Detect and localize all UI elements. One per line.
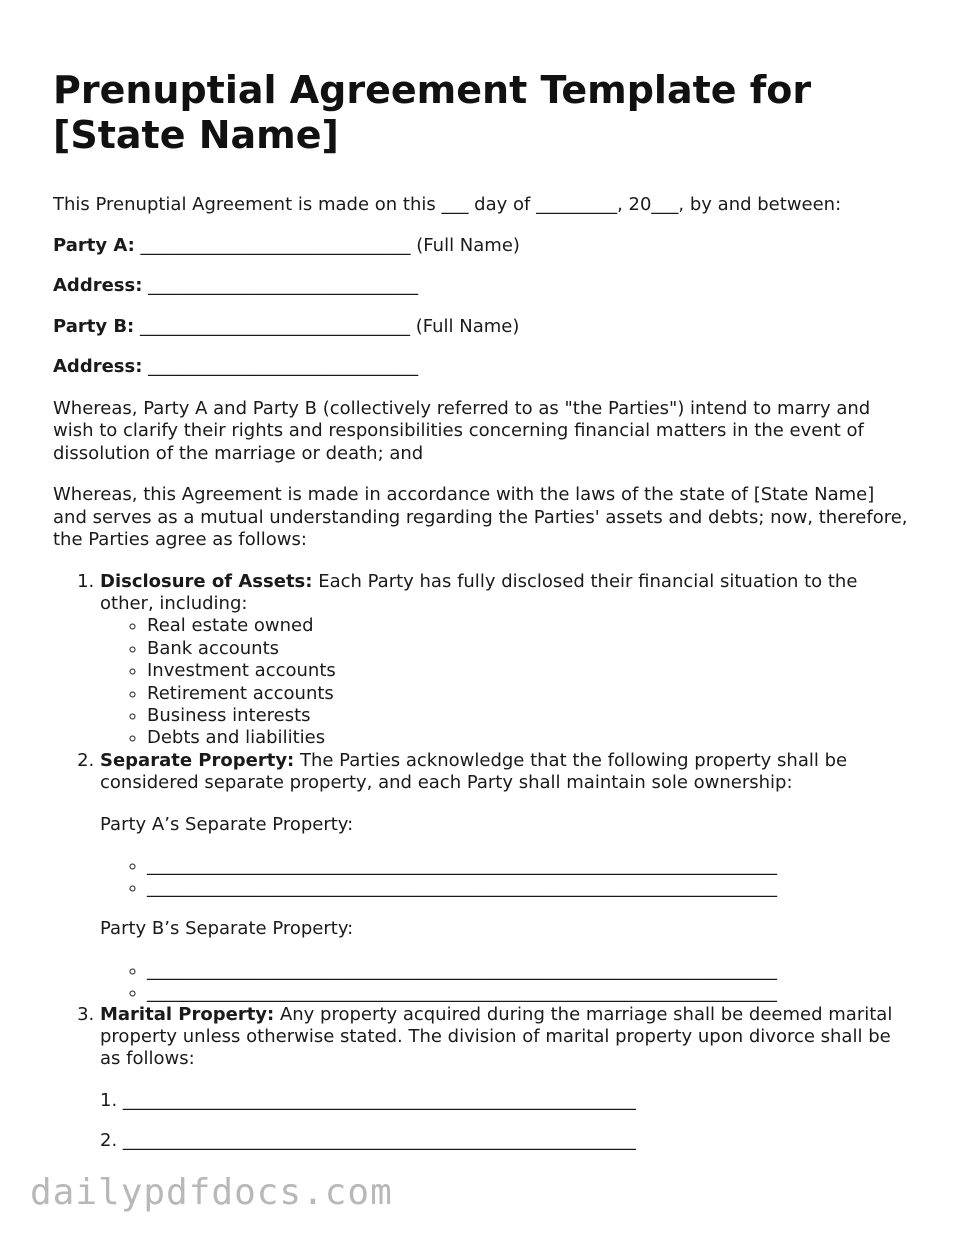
- list-item: ◦ Debts and liabilities: [147, 727, 913, 749]
- list-item: ◦ Bank accounts: [147, 638, 913, 660]
- party-b-address-blank: ______________________________: [148, 356, 419, 377]
- party-a-address-field: [53, 275, 913, 298]
- party-b-label: Party B:: [53, 315, 135, 337]
- party-b-address-label: Address:: [53, 356, 143, 377]
- list-item: ◦ Business interests: [147, 705, 913, 727]
- section-separate-property: [100, 750, 913, 1004]
- party-b-separate-label: Party B’s Separate Property:: [100, 918, 354, 940]
- section-heading: Disclosure of Assets:: [100, 570, 313, 592]
- document-page: [53, 68, 913, 1171]
- party-a-address-blank: ______________________________: [148, 275, 419, 296]
- blank-line: ◦ ______________________________________________________________________: [147, 855, 913, 877]
- blank-line: ◦ ______________________________________________________________________: [147, 982, 913, 1004]
- list-item: ◦ Investment accounts: [147, 660, 913, 682]
- watermark: dailypdfdocs.com: [30, 1172, 393, 1213]
- party-b-address-field: [53, 356, 913, 379]
- section-heading: Separate Property:: [100, 749, 295, 771]
- party-b-separate-list: [100, 960, 913, 1004]
- section-text: The Parties acknowledge that the following property shall be considered separate property, and each Party shall maintain sole ownership:: [100, 749, 848, 794]
- party-b-field: [53, 316, 913, 339]
- section-marital-property: [100, 1004, 913, 1153]
- whereas-paragraph-2: Whereas, this Agreement is made in accordance with the laws of the state of [State Name] and serves as a mutual understanding regarding the Parties' assets and debts; now, therefore, the Parties agree as follows:: [53, 484, 908, 550]
- document-title: Prenuptial Agreement Template for [State Name]: [53, 68, 812, 157]
- list-item: ◦ Real estate owned: [147, 615, 913, 637]
- agreement-sections: [53, 571, 913, 1153]
- intro-paragraph: This Prenuptial Agreement is made on this ___ day of _________, 20___, by and between:: [53, 194, 842, 215]
- party-a-separate-list: [100, 855, 913, 899]
- blank-line: ◦ ______________________________________________________________________: [147, 877, 913, 899]
- list-item: 2. _________________________________________________________: [100, 1130, 636, 1152]
- section-heading: Marital Property:: [100, 1003, 275, 1025]
- section-text: Each Party has fully disclosed their financial situation to the other, including:: [100, 570, 858, 614]
- whereas-paragraph-1: Whereas, Party A and Party B (collectively referred to as "the Parties") intend to marry and wish to clarify their rights and responsibilities concerning financial matters in the event of dissolution of the marriage or death; and: [53, 397, 871, 464]
- party-a-blank: ______________________________ (Full Name): [140, 234, 520, 256]
- party-a-field: [53, 235, 913, 258]
- party-a-label: Party A:: [53, 234, 135, 256]
- party-a-address-label: Address:: [53, 275, 143, 296]
- section-text: Any property acquired during the marriage shall be deemed marital property unless otherwise stated. The division of marital property upon divorce shall be as follows:: [100, 1003, 893, 1070]
- blank-line: ◦ ______________________________________________________________________: [147, 960, 913, 982]
- party-a-separate-label: Party A’s Separate Property:: [100, 813, 354, 835]
- party-b-blank: ______________________________ (Full Name): [140, 315, 520, 337]
- list-item: ◦ Retirement accounts: [147, 683, 913, 705]
- asset-list: [100, 615, 913, 749]
- section-disclosure: [100, 571, 913, 750]
- marital-division-list: [100, 1090, 913, 1153]
- list-item: 1. _________________________________________________________: [100, 1089, 636, 1111]
